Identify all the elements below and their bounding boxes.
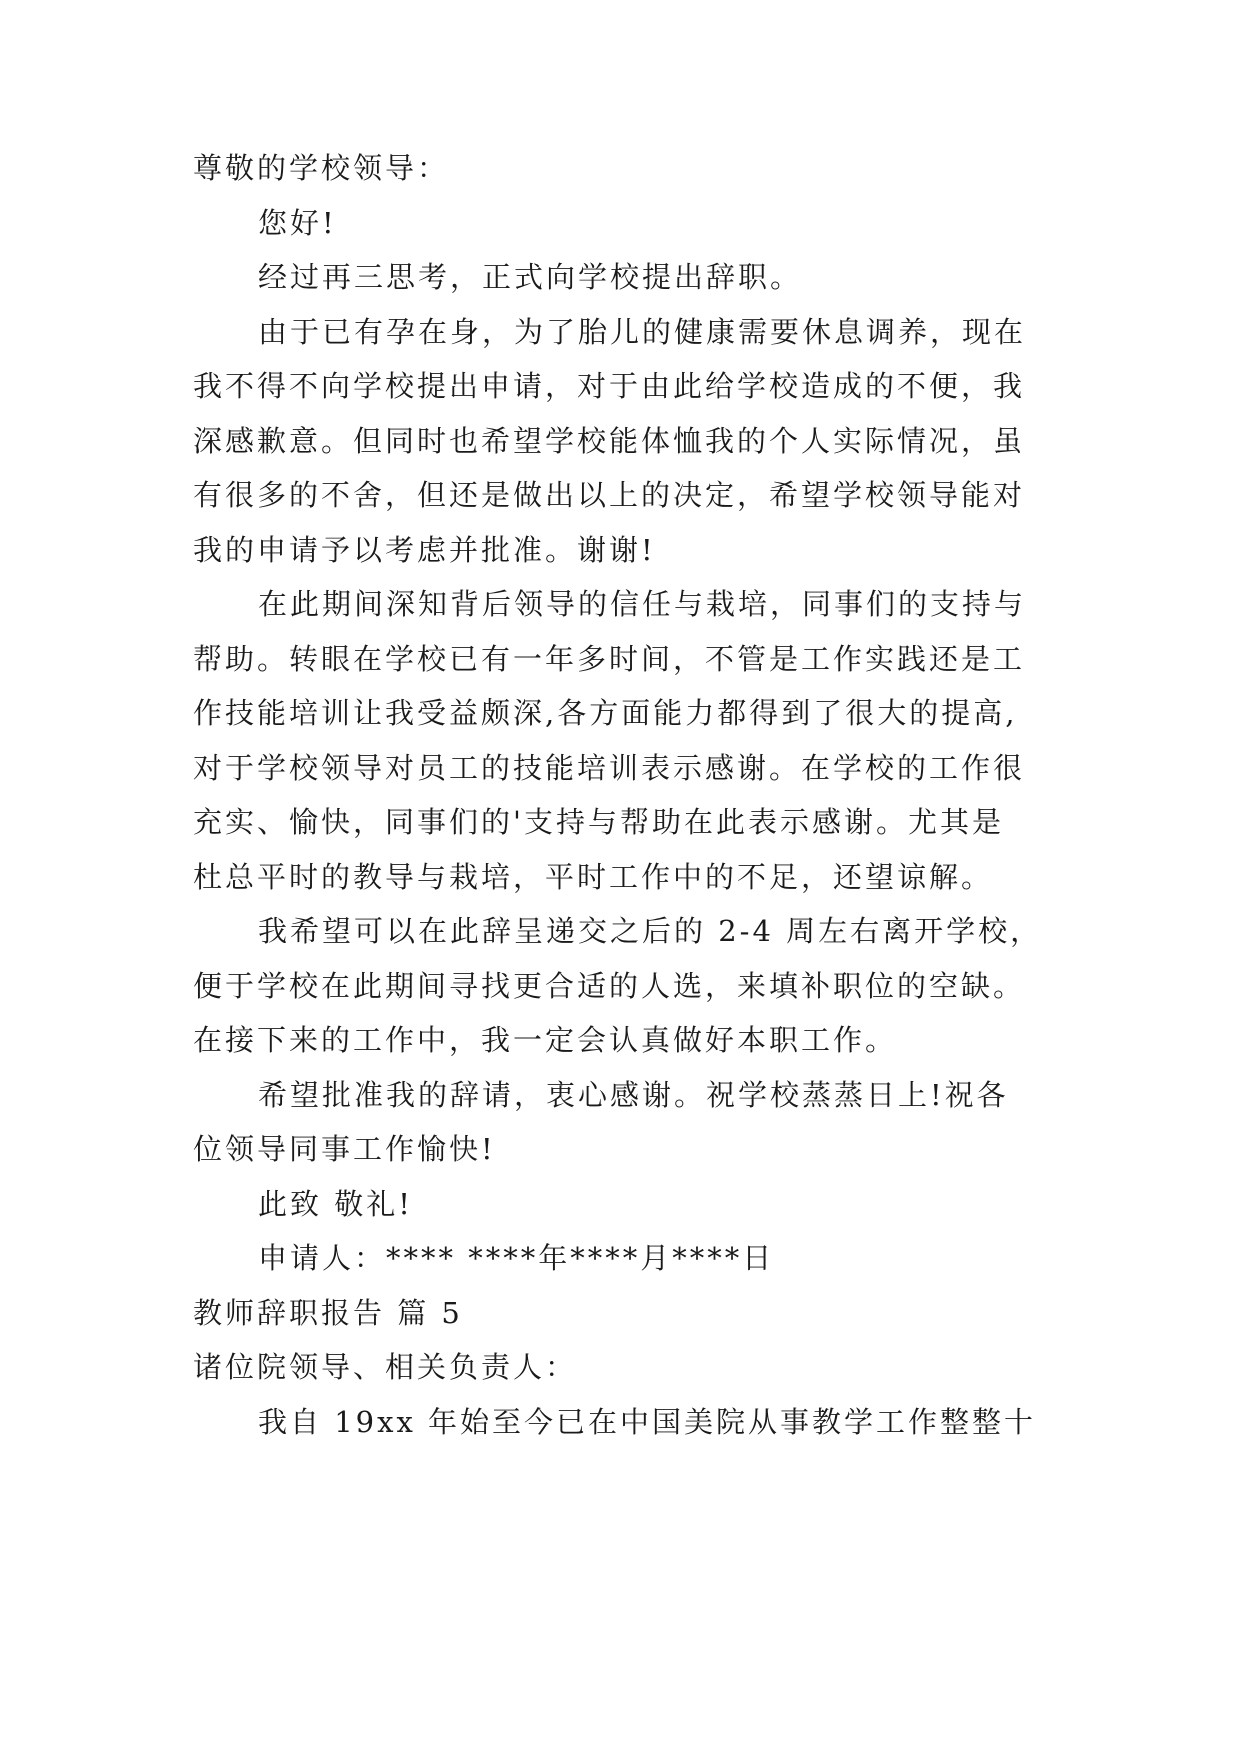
paragraph-line: 深感歉意。但同时也希望学校能体恤我的个人实际情况，虽	[193, 424, 1026, 458]
paragraph-line: 对于学校领导对员工的技能培训表示感谢。在学校的工作很	[193, 751, 1026, 785]
paragraph-line: 我自 19xx 年始至今已在中国美院从事教学工作整整十	[258, 1405, 1037, 1439]
paragraph-line: 希望批准我的辞请，衷心感谢。祝学校蒸蒸日上!祝各	[258, 1078, 1009, 1112]
paragraph-line: 在此期间深知背后领导的信任与栽培，同事们的支持与	[258, 587, 1027, 621]
paragraph-line: 在接下来的工作中，我一定会认真做好本职工作。	[193, 1023, 898, 1057]
paragraph-line: 经过再三思考，正式向学校提出辞职。	[258, 260, 803, 294]
paragraph-line: 便于学校在此期间寻找更合适的人选，来填补职位的空缺。	[193, 969, 1026, 1003]
paragraph-line: 作技能培训让我受益颇深,各方面能力都得到了很大的提高,	[193, 696, 1018, 730]
paragraph-line: 充实、愉快，同事们的'支持与帮助在此表示感谢。尤其是	[193, 805, 1004, 839]
signature-line: 申请人：**** ****年****月****日	[258, 1241, 775, 1275]
paragraph-line: 我不得不向学校提出申请，对于由此给学校造成的不便，我	[193, 369, 1026, 403]
salutation: 诸位院领导、相关负责人：	[193, 1350, 578, 1384]
section-title: 教师辞职报告 篇 5	[193, 1296, 463, 1330]
paragraph-line: 我希望可以在此辞呈递交之后的 2-4 周左右离开学校，	[258, 914, 1043, 948]
salutation: 尊敬的学校领导：	[193, 151, 450, 185]
closing: 此致 敬礼!	[258, 1187, 413, 1221]
paragraph-line: 杜总平时的教导与栽培，平时工作中的不足，还望谅解。	[193, 860, 994, 894]
paragraph-line: 由于已有孕在身，为了胎儿的健康需要休息调养，现在	[258, 315, 1027, 349]
paragraph-line: 位领导同事工作愉快!	[193, 1132, 496, 1166]
paragraph-line: 有很多的不舍，但还是做出以上的决定，希望学校领导能对	[193, 478, 1026, 512]
paragraph-line: 帮助。转眼在学校已有一年多时间，不管是工作实践还是工	[193, 642, 1026, 676]
greeting: 您好!	[258, 206, 337, 240]
paragraph-line: 我的申请予以考虑并批准。谢谢!	[193, 533, 656, 567]
